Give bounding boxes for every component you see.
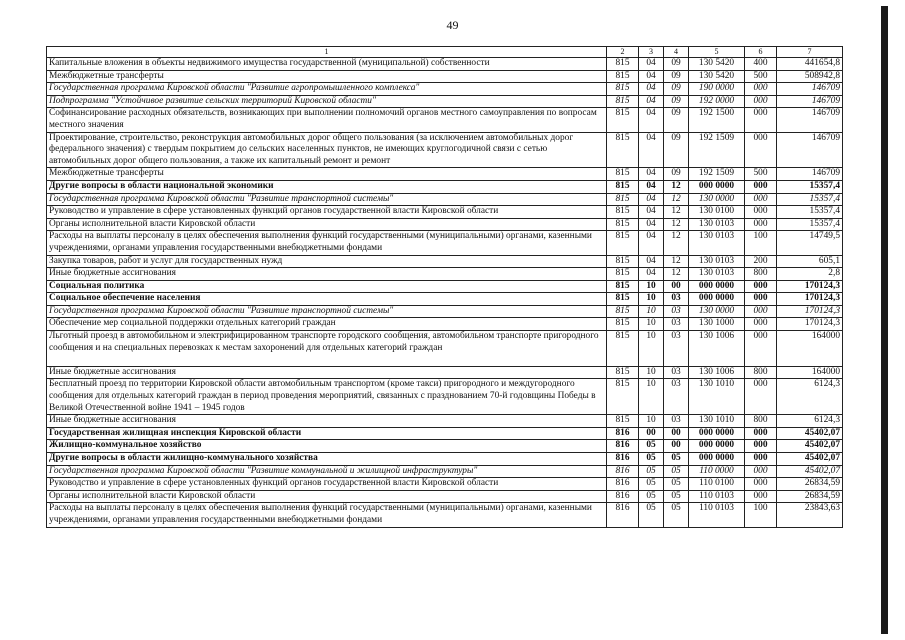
row-expense-type-cell: 000 bbox=[745, 180, 777, 193]
row-name-cell: Социальное обеспечение населения bbox=[47, 293, 607, 306]
row-name-cell: Органы исполнительной власти Кировской области bbox=[47, 490, 607, 503]
row-expense-type-cell: 000 bbox=[745, 193, 777, 206]
row-admin-code-cell: 815 bbox=[607, 83, 639, 96]
row-section-cell: 05 bbox=[639, 490, 664, 503]
row-section-cell: 05 bbox=[639, 478, 664, 491]
table-row bbox=[47, 58, 843, 71]
row-subsection-cell: 05 bbox=[664, 465, 689, 478]
row-target-code-cell: 000 0000 bbox=[689, 180, 745, 193]
row-admin-code-cell: 815 bbox=[607, 255, 639, 268]
row-subsection-cell: 09 bbox=[664, 132, 689, 168]
table-row bbox=[47, 366, 843, 379]
row-name-cell: Государственная программа Кировской области "Развитие транспортной системы" bbox=[47, 305, 607, 318]
row-subsection-cell: 09 bbox=[664, 58, 689, 71]
header-col-3: 3 bbox=[639, 47, 664, 58]
row-name-cell: Государственная программа Кировской области "Развитие коммунальной и жилищной инфраструктуры" bbox=[47, 465, 607, 478]
row-name-cell: Руководство и управление в сфере установленных функций органов государственной власти Кировской области bbox=[47, 478, 607, 491]
row-target-code-cell: 130 1006 bbox=[689, 331, 745, 367]
row-expense-type-cell: 000 bbox=[745, 206, 777, 219]
row-target-code-cell: 000 0000 bbox=[689, 427, 745, 440]
row-target-code-cell: 130 1010 bbox=[689, 415, 745, 428]
row-target-code-cell: 192 1500 bbox=[689, 108, 745, 132]
row-admin-code-cell: 815 bbox=[607, 280, 639, 293]
row-subsection-cell: 09 bbox=[664, 83, 689, 96]
row-section-cell: 10 bbox=[639, 331, 664, 367]
row-name-cell: Проектирование, строительство, реконструкция автомобильных дорог общего пользования (за исключением автомобильных дорог федерального значения) с твердым покрытием до сельских населенных пунктов, не имеющих круглогодичной связи с сетью автомобильных дорог общего пользования, а также их капитальный ремонт и ремонт bbox=[47, 132, 607, 168]
row-section-cell: 05 bbox=[639, 503, 664, 527]
row-section-cell: 04 bbox=[639, 180, 664, 193]
row-expense-type-cell: 000 bbox=[745, 218, 777, 231]
row-expense-type-cell: 800 bbox=[745, 366, 777, 379]
row-amount-cell: 170124,3 bbox=[777, 305, 843, 318]
row-amount-cell: 6124,3 bbox=[777, 379, 843, 415]
row-subsection-cell: 00 bbox=[664, 440, 689, 453]
row-name-cell: Расходы на выплаты персоналу в целях обеспечения выполнения функций государственными (муниципальными) органами, казенными учреждениями, органами управления государственными внебюджетными фондами bbox=[47, 503, 607, 527]
row-subsection-cell: 05 bbox=[664, 453, 689, 466]
table-row bbox=[47, 231, 843, 255]
row-expense-type-cell: 000 bbox=[745, 293, 777, 306]
table-row bbox=[47, 453, 843, 466]
row-section-cell: 04 bbox=[639, 95, 664, 108]
row-admin-code-cell: 815 bbox=[607, 366, 639, 379]
table-row bbox=[47, 305, 843, 318]
header-col-6: 6 bbox=[745, 47, 777, 58]
table-row bbox=[47, 268, 843, 281]
row-target-code-cell: 130 5420 bbox=[689, 58, 745, 71]
row-admin-code-cell: 815 bbox=[607, 108, 639, 132]
row-amount-cell: 15357,4 bbox=[777, 180, 843, 193]
row-amount-cell: 146709 bbox=[777, 95, 843, 108]
row-admin-code-cell: 815 bbox=[607, 70, 639, 83]
row-admin-code-cell: 816 bbox=[607, 478, 639, 491]
row-expense-type-cell: 000 bbox=[745, 453, 777, 466]
table-row bbox=[47, 95, 843, 108]
row-section-cell: 04 bbox=[639, 83, 664, 96]
row-admin-code-cell: 815 bbox=[607, 180, 639, 193]
row-amount-cell: 146709 bbox=[777, 108, 843, 132]
row-section-cell: 04 bbox=[639, 218, 664, 231]
row-expense-type-cell: 000 bbox=[745, 280, 777, 293]
header-col-2: 2 bbox=[607, 47, 639, 58]
row-admin-code-cell: 816 bbox=[607, 503, 639, 527]
table-row bbox=[47, 440, 843, 453]
row-admin-code-cell: 815 bbox=[607, 293, 639, 306]
page-number: 49 bbox=[446, 18, 459, 32]
row-amount-cell: 15357,4 bbox=[777, 218, 843, 231]
row-admin-code-cell: 815 bbox=[607, 95, 639, 108]
row-amount-cell: 45402,07 bbox=[777, 440, 843, 453]
row-amount-cell: 164000 bbox=[777, 366, 843, 379]
row-expense-type-cell: 000 bbox=[745, 108, 777, 132]
row-expense-type-cell: 800 bbox=[745, 268, 777, 281]
row-section-cell: 00 bbox=[639, 427, 664, 440]
budget-table bbox=[46, 46, 843, 528]
row-subsection-cell: 12 bbox=[664, 193, 689, 206]
table-row bbox=[47, 206, 843, 219]
row-expense-type-cell: 100 bbox=[745, 231, 777, 255]
row-target-code-cell: 130 1000 bbox=[689, 318, 745, 331]
row-expense-type-cell: 000 bbox=[745, 465, 777, 478]
row-target-code-cell: 130 0103 bbox=[689, 231, 745, 255]
row-section-cell: 05 bbox=[639, 453, 664, 466]
row-name-cell: Руководство и управление в сфере установленных функций органов государственной власти Кировской области bbox=[47, 206, 607, 219]
row-target-code-cell: 130 0100 bbox=[689, 206, 745, 219]
row-name-cell: Бесплатный проезд по территории Кировской области автомобильным транспортом (кроме такси) пригородного и междугородного сообщения для отдельных категорий граждан в период проведения мероприятий, связанных с празднованием 70-й годовщины Победы в Великой Отечественной войне 1941 – 1945 годов bbox=[47, 379, 607, 415]
row-subsection-cell: 12 bbox=[664, 180, 689, 193]
table-row bbox=[47, 180, 843, 193]
row-amount-cell: 23843,63 bbox=[777, 503, 843, 527]
row-expense-type-cell: 000 bbox=[745, 427, 777, 440]
row-admin-code-cell: 816 bbox=[607, 490, 639, 503]
row-subsection-cell: 09 bbox=[664, 168, 689, 181]
row-amount-cell: 605,1 bbox=[777, 255, 843, 268]
row-expense-type-cell: 000 bbox=[745, 318, 777, 331]
row-expense-type-cell: 000 bbox=[745, 132, 777, 168]
row-subsection-cell: 12 bbox=[664, 255, 689, 268]
row-admin-code-cell: 815 bbox=[607, 206, 639, 219]
row-section-cell: 10 bbox=[639, 415, 664, 428]
row-amount-cell: 170124,3 bbox=[777, 280, 843, 293]
row-subsection-cell: 03 bbox=[664, 379, 689, 415]
row-amount-cell: 15357,4 bbox=[777, 193, 843, 206]
row-subsection-cell: 12 bbox=[664, 218, 689, 231]
row-section-cell: 05 bbox=[639, 440, 664, 453]
row-name-cell: Государственная программа Кировской области "Развитие транспортной системы" bbox=[47, 193, 607, 206]
row-subsection-cell: 05 bbox=[664, 478, 689, 491]
row-section-cell: 04 bbox=[639, 193, 664, 206]
row-admin-code-cell: 815 bbox=[607, 268, 639, 281]
row-target-code-cell: 130 0000 bbox=[689, 193, 745, 206]
row-name-cell: Другие вопросы в области национальной экономики bbox=[47, 180, 607, 193]
table-row bbox=[47, 415, 843, 428]
row-subsection-cell: 03 bbox=[664, 293, 689, 306]
table-row bbox=[47, 318, 843, 331]
row-amount-cell: 15357,4 bbox=[777, 206, 843, 219]
row-name-cell: Социальная политика bbox=[47, 280, 607, 293]
row-section-cell: 04 bbox=[639, 132, 664, 168]
row-target-code-cell: 130 0000 bbox=[689, 305, 745, 318]
row-amount-cell: 146709 bbox=[777, 83, 843, 96]
row-target-code-cell: 110 0000 bbox=[689, 465, 745, 478]
row-name-cell: Льготный проезд в автомобильном и электрифицированном транспорте городского сообщения, автомобильном транспорте пригородного сообщения и на специальных перевозках к местам захоронений для отдельных категорий граждан bbox=[47, 331, 607, 367]
row-admin-code-cell: 816 bbox=[607, 465, 639, 478]
row-section-cell: 04 bbox=[639, 206, 664, 219]
row-admin-code-cell: 815 bbox=[607, 305, 639, 318]
row-expense-type-cell: 000 bbox=[745, 440, 777, 453]
row-section-cell: 10 bbox=[639, 280, 664, 293]
table-row bbox=[47, 168, 843, 181]
header-col-7: 7 bbox=[777, 47, 843, 58]
header-col-1: 1 bbox=[47, 47, 607, 58]
row-subsection-cell: 09 bbox=[664, 95, 689, 108]
row-expense-type-cell: 000 bbox=[745, 83, 777, 96]
row-amount-cell: 2,8 bbox=[777, 268, 843, 281]
row-amount-cell: 170124,3 bbox=[777, 293, 843, 306]
row-target-code-cell: 192 1509 bbox=[689, 168, 745, 181]
row-name-cell: Капитальные вложения в объекты недвижимого имущества государственной (муниципальной) собственности bbox=[47, 58, 607, 71]
row-name-cell: Иные бюджетные ассигнования bbox=[47, 268, 607, 281]
table-row bbox=[47, 379, 843, 415]
row-admin-code-cell: 815 bbox=[607, 231, 639, 255]
row-name-cell: Обеспечение мер социальной поддержки отдельных категорий граждан bbox=[47, 318, 607, 331]
row-target-code-cell: 110 0100 bbox=[689, 478, 745, 491]
row-amount-cell: 26834,59 bbox=[777, 478, 843, 491]
row-subsection-cell: 03 bbox=[664, 331, 689, 367]
scan-edge-bar bbox=[881, 6, 888, 634]
row-admin-code-cell: 815 bbox=[607, 168, 639, 181]
row-target-code-cell: 110 0103 bbox=[689, 503, 745, 527]
row-amount-cell: 26834,59 bbox=[777, 490, 843, 503]
row-subsection-cell: 05 bbox=[664, 490, 689, 503]
table-body bbox=[47, 58, 843, 528]
row-name-cell: Органы исполнительной власти Кировской области bbox=[47, 218, 607, 231]
row-admin-code-cell: 816 bbox=[607, 427, 639, 440]
row-subsection-cell: 03 bbox=[664, 366, 689, 379]
row-name-cell: Жилищно-коммунальное хозяйство bbox=[47, 440, 607, 453]
row-expense-type-cell: 000 bbox=[745, 305, 777, 318]
row-section-cell: 10 bbox=[639, 318, 664, 331]
row-name-cell: Другие вопросы в области жилищно-коммунального хозяйства bbox=[47, 453, 607, 466]
row-name-cell: Межбюджетные трансферты bbox=[47, 70, 607, 83]
row-name-cell: Иные бюджетные ассигнования bbox=[47, 415, 607, 428]
row-expense-type-cell: 800 bbox=[745, 415, 777, 428]
row-subsection-cell: 12 bbox=[664, 268, 689, 281]
header-col-4: 4 bbox=[664, 47, 689, 58]
table-row bbox=[47, 132, 843, 168]
row-name-cell: Государственная программа Кировской области "Развитие агропромышленного комплекса" bbox=[47, 83, 607, 96]
row-amount-cell: 146709 bbox=[777, 132, 843, 168]
table-row bbox=[47, 255, 843, 268]
row-expense-type-cell: 500 bbox=[745, 70, 777, 83]
row-target-code-cell: 000 0000 bbox=[689, 280, 745, 293]
row-expense-type-cell: 000 bbox=[745, 478, 777, 491]
row-subsection-cell: 09 bbox=[664, 108, 689, 132]
row-section-cell: 04 bbox=[639, 70, 664, 83]
row-amount-cell: 45402,07 bbox=[777, 453, 843, 466]
row-admin-code-cell: 815 bbox=[607, 318, 639, 331]
row-admin-code-cell: 816 bbox=[607, 453, 639, 466]
row-subsection-cell: 03 bbox=[664, 415, 689, 428]
table-row bbox=[47, 478, 843, 491]
row-amount-cell: 441654,8 bbox=[777, 58, 843, 71]
row-section-cell: 10 bbox=[639, 366, 664, 379]
row-target-code-cell: 000 0000 bbox=[689, 440, 745, 453]
row-target-code-cell: 130 0103 bbox=[689, 255, 745, 268]
table-row bbox=[47, 70, 843, 83]
row-target-code-cell: 130 0103 bbox=[689, 218, 745, 231]
row-admin-code-cell: 815 bbox=[607, 193, 639, 206]
row-expense-type-cell: 400 bbox=[745, 58, 777, 71]
table-row bbox=[47, 503, 843, 527]
header-col-5: 5 bbox=[689, 47, 745, 58]
row-name-cell: Закупка товаров, работ и услуг для государственных нужд bbox=[47, 255, 607, 268]
row-expense-type-cell: 200 bbox=[745, 255, 777, 268]
row-admin-code-cell: 815 bbox=[607, 132, 639, 168]
row-amount-cell: 146709 bbox=[777, 168, 843, 181]
row-name-cell: Государственная жилищная инспекция Кировской области bbox=[47, 427, 607, 440]
row-section-cell: 04 bbox=[639, 58, 664, 71]
row-expense-type-cell: 000 bbox=[745, 95, 777, 108]
table-row bbox=[47, 83, 843, 96]
row-subsection-cell: 09 bbox=[664, 70, 689, 83]
row-expense-type-cell: 000 bbox=[745, 379, 777, 415]
row-section-cell: 05 bbox=[639, 465, 664, 478]
row-admin-code-cell: 815 bbox=[607, 218, 639, 231]
table-row bbox=[47, 293, 843, 306]
row-subsection-cell: 12 bbox=[664, 231, 689, 255]
row-expense-type-cell: 000 bbox=[745, 490, 777, 503]
row-name-cell: Расходы на выплаты персоналу в целях обеспечения выполнения функций государственными (муниципальными) органами, казенными учреждениями, органами управления государственными внебюджетными фондами bbox=[47, 231, 607, 255]
row-subsection-cell: 00 bbox=[664, 427, 689, 440]
row-section-cell: 04 bbox=[639, 108, 664, 132]
row-target-code-cell: 190 0000 bbox=[689, 83, 745, 96]
row-section-cell: 10 bbox=[639, 379, 664, 415]
table-header-row bbox=[47, 47, 843, 58]
row-target-code-cell: 000 0000 bbox=[689, 453, 745, 466]
row-target-code-cell: 110 0103 bbox=[689, 490, 745, 503]
row-subsection-cell: 05 bbox=[664, 503, 689, 527]
row-amount-cell: 170124,3 bbox=[777, 318, 843, 331]
row-subsection-cell: 12 bbox=[664, 206, 689, 219]
row-target-code-cell: 130 5420 bbox=[689, 70, 745, 83]
row-subsection-cell: 03 bbox=[664, 305, 689, 318]
row-target-code-cell: 130 1006 bbox=[689, 366, 745, 379]
table-row bbox=[47, 490, 843, 503]
row-expense-type-cell: 000 bbox=[745, 331, 777, 367]
table-row bbox=[47, 280, 843, 293]
table-row bbox=[47, 331, 843, 367]
row-section-cell: 04 bbox=[639, 168, 664, 181]
row-admin-code-cell: 815 bbox=[607, 379, 639, 415]
row-target-code-cell: 192 1509 bbox=[689, 132, 745, 168]
row-amount-cell: 14749,5 bbox=[777, 231, 843, 255]
table-row bbox=[47, 193, 843, 206]
row-amount-cell: 45402,07 bbox=[777, 427, 843, 440]
row-amount-cell: 508942,8 bbox=[777, 70, 843, 83]
row-target-code-cell: 000 0000 bbox=[689, 293, 745, 306]
row-amount-cell: 6124,3 bbox=[777, 415, 843, 428]
table-row bbox=[47, 465, 843, 478]
row-section-cell: 04 bbox=[639, 231, 664, 255]
row-target-code-cell: 192 0000 bbox=[689, 95, 745, 108]
row-target-code-cell: 130 1010 bbox=[689, 379, 745, 415]
row-admin-code-cell: 816 bbox=[607, 440, 639, 453]
row-subsection-cell: 00 bbox=[664, 280, 689, 293]
row-admin-code-cell: 815 bbox=[607, 415, 639, 428]
row-section-cell: 04 bbox=[639, 255, 664, 268]
row-name-cell: Иные бюджетные ассигнования bbox=[47, 366, 607, 379]
row-name-cell: Подпрограмма "Устойчивое развитие сельских территорий Кировской области" bbox=[47, 95, 607, 108]
table-row bbox=[47, 218, 843, 231]
row-section-cell: 04 bbox=[639, 268, 664, 281]
row-amount-cell: 45402,07 bbox=[777, 465, 843, 478]
row-amount-cell: 164000 bbox=[777, 331, 843, 367]
row-section-cell: 10 bbox=[639, 305, 664, 318]
row-admin-code-cell: 815 bbox=[607, 331, 639, 367]
row-expense-type-cell: 500 bbox=[745, 168, 777, 181]
row-expense-type-cell: 100 bbox=[745, 503, 777, 527]
row-subsection-cell: 03 bbox=[664, 318, 689, 331]
row-name-cell: Межбюджетные трансферты bbox=[47, 168, 607, 181]
table-row bbox=[47, 108, 843, 132]
table-row bbox=[47, 427, 843, 440]
row-admin-code-cell: 815 bbox=[607, 58, 639, 71]
row-name-cell: Софинансирование расходных обязательств, возникающих при выполнении полномочий органов местного самоуправления по вопросам местного значения bbox=[47, 108, 607, 132]
row-section-cell: 10 bbox=[639, 293, 664, 306]
row-target-code-cell: 130 0103 bbox=[689, 268, 745, 281]
